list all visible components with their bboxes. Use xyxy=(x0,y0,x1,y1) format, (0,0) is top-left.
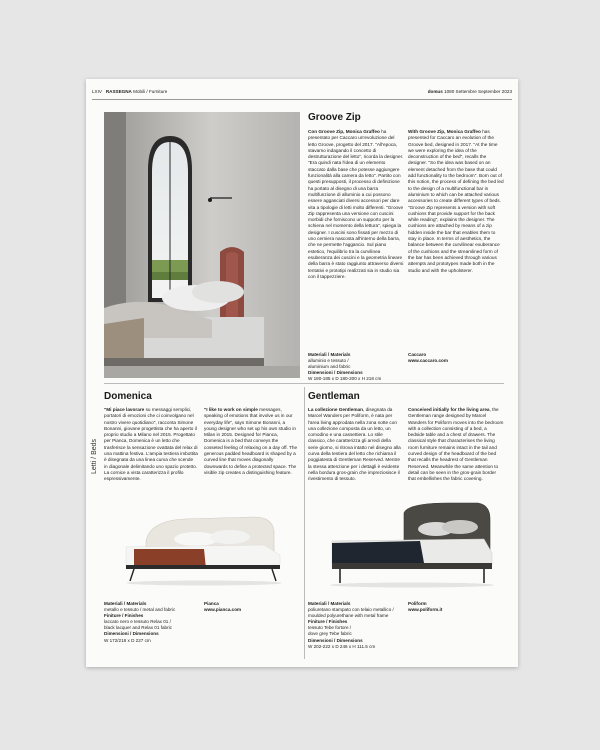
section-name: RASSEGNA xyxy=(105,89,132,94)
groove-zip-brand: Caccaro www.caccaro.com xyxy=(408,352,504,364)
domenica-bed-image xyxy=(104,499,300,594)
side-label: Letti / Beds xyxy=(91,438,98,474)
domenica-specs: Materiali / Materials metallo e tessuto / metal and fabric Finiture / Finishes laccato nero e tessuto Relax 01 / black lacquer and Relax 01 fabric Dimensioni / Dimensions W 172/218 x D 227 cm xyxy=(104,601,176,643)
domenica-english-text: "I like to work on simple messages, speaking of emotions that involve us in our everyday life", says Simone Bonanni, a young designer who set up his own studio in Milan in 2015. Designed for Pianca, Domenica is a bed that conveys the cosseted feeling of relaxing on a day off. The generous padded headboard is shaped by a curved line that moves diagonally downwards to define a protected space. The visible zip creates a distinguishing feature. xyxy=(204,407,298,475)
header-divider xyxy=(92,99,512,100)
groove-zip-title: Groove Zip xyxy=(308,112,361,123)
groove-zip-photo xyxy=(104,112,300,378)
gentleman-title: Gentleman xyxy=(308,391,360,402)
domenica-title: Domenica xyxy=(104,391,152,402)
domenica-brand: Pianca www.pianca.com xyxy=(204,601,298,613)
issue-info: 1080 Settembre September 2023 xyxy=(444,89,512,94)
pianca-link[interactable]: www.pianca.com xyxy=(204,607,242,613)
column-divider xyxy=(304,387,305,659)
gentleman-photo xyxy=(308,499,504,594)
groove-zip-italian-text: Con Groove Zip, Monica Graffeo ha presentato per Caccaro un'evoluzione del letto Groove, progetto del 2017. "All'epoca, stavamo indagando il concetto di destrutturazione del letto", ricorda la designer. "Era quindi nata l'idea di un elemento staccato dalla base che potesse aggiungere funzionalità alla camera da letto". Partito con questi presupposti, il processo di definizione ha portato al disegno di una barra multifunzione di alluminio a cui possono essere agganciati diversi accessori per dare vita a tipologie di letti molto differenti. "Groove Zip rappresenta una versione con cuscini morbidi che forniscono un supporto per la schiena nel momento della lettura", spiega la designer. I cuscini sono fissati per mezzo di uno cerniera nascosta all'interno della barra, che ne permette l'aggancio. Sul piano estetico, l'equilibrio tra la curvilinea esuberanza dei cuscini e la geometria lineare della barra è stato raggiunto attraverso diversi tentativi e prototipi realizzati sia in studio sia con il tappezziere. xyxy=(308,129,404,279)
groove-zip-specs: Materiali / Materials alluminio e tessuto / aluminium and fabric Dimensioni / Dimensions W 180-185 x D 180-200 x H 218 cm xyxy=(308,352,382,382)
caccaro-link[interactable]: www.caccaro.com xyxy=(408,358,448,364)
gentleman-bed-image xyxy=(308,499,504,594)
gentleman-italian-text: La collezione Gentleman, disegnata da Marcel Wanders per Poliform, è nata per l'area living approdata nella zona notte con una collezione composta da un letto, un comodino e una cassettiera. Lo stile classico, che caratterizza gli arredi della serie giorno, si ritrova intatto nel disegno alla curva della testiera del letto che richiama il poggiatesta di Gentleman Reserved. Mentre la stessa attenzione per i dettagli è evidente nella bordura gros-grain che impreziosisce il rivestimento di tessuto. xyxy=(308,407,401,482)
gentleman-english-text: Conceived initially for the living area, the Gentleman range designed by Marcel Wanders for Poliform moves into the bedroom with a collection consisting of a bed, a bedside table and a chest of drawers. The classical style that characterises the living room furniture remains intact in the tail and curved design of the headboard of the bed that recalls the headrest of Gentleman Reserved. Meanwhile the same attention to detail can be seen in the gros-grain border that embellishes the fabric covering. xyxy=(408,407,504,482)
gentleman-brand: Poliform www.poliform.it xyxy=(408,601,504,613)
section-divider xyxy=(104,383,504,384)
running-header xyxy=(92,87,512,97)
magazine-name: domus xyxy=(427,89,443,94)
domenica-italian-text: "Mi piace lavorare su messaggi semplici, portatori di emozioni che ci coinvolgano nel nostro vivere quotidiano", racconta Simone Bonanni, giovane progettista che ha aperto il proprio studio a Milano nel 2015. Progettato per Pianca, Domenica è un letto che trasferisce la sensazione ovattata del relax di una mattina festiva. L'ampia testiera imbottita è disegnata da una linea curva che scende in diagonale delimitando uno spazio protetto. La cornice a vista caratterizza il profilo espressivamente. xyxy=(104,407,198,482)
magazine-page xyxy=(86,79,518,667)
gentleman-specs: Materiali / Materials poliuretano stampato con telaio metallico / moulded polyurethane with metal frame Finiture / Finishes tessuto Tebe fortore / dove grey Tebe fabric Dimensioni / Dimensions W 202-222 x D 246 x H 111.5 cm xyxy=(308,601,394,649)
page-number: LXIV xyxy=(92,89,102,94)
poliform-link[interactable]: www.poliform.it xyxy=(408,607,443,613)
groove-zip-english-text: With Groove Zip, Monica Graffeo has presented for Caccaro an evolution of the Groove bed, designed in 2017. "At the time we were exploring the idea of the deconstruction of the bed", recalls the designer. "So the idea was based on an element detached from the base that could add functionality to the bedroom". Born out of this notion, the process of defining the bed led to the design of a multifunctional bar in aluminium to which can be attached various accessories to create different types of beds. "Groove Zip represents a version with soft cushions that provide support for the back while reading", explains the designer. The cushions are attached by means of a zip hidden inside the bar that enables them to stay in place. In terms of aesthetics, the balance between the curvilinear exuberance of the cushions and the streamlined form of the bar has been achieved through various attempts and prototypes made both in the studio and with the upholsterer. xyxy=(408,129,504,273)
domenica-photo xyxy=(104,499,300,594)
section-sub: Mobili / Furniture xyxy=(133,89,168,94)
groove-zip-image xyxy=(104,112,300,378)
